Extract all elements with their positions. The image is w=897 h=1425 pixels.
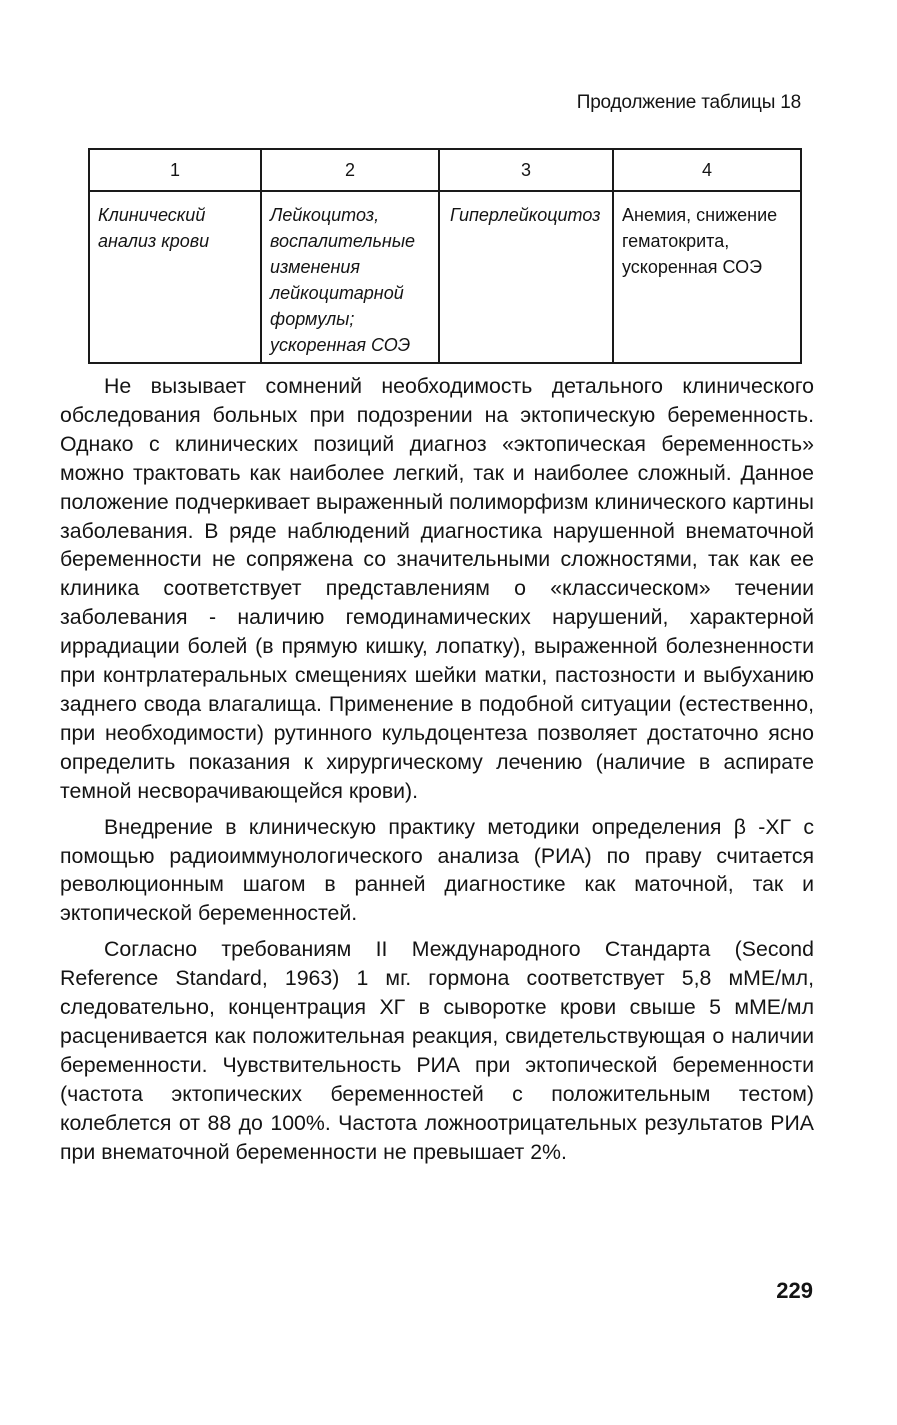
table-cell-column-3: Гиперлейкоцитоз <box>439 191 613 363</box>
table-cell-column-2: Лейкоцитоз, воспалительные изменения лейкоцитарной формулы; ускоренная СОЭ <box>261 191 439 363</box>
table-row <box>89 191 801 363</box>
page-number: 229 <box>776 1278 813 1303</box>
diagnostic-table <box>88 148 802 364</box>
table-header-row <box>89 149 801 191</box>
body-text <box>60 372 814 1166</box>
table-cell-column-4: Анемия, снижение гематокрита, ускоренная СОЭ <box>613 191 801 363</box>
paragraph-ria-introduction: Внедрение в клиническую практику методики определения β -ХГ с помощью радиоиммунологического анализа (РИА) по праву считается революционным шагом в ранней диагностике как маточной, так и эктопической беременностей. <box>60 814 814 926</box>
table-cell-method: Клинический анализ крови <box>89 191 261 363</box>
paragraph-clinical-exam: Не вызывает сомнений необходимость детального клинического обследования больных при подозрении на эктопическую беременность. Однако с клинических позиций диагноз «эктопическая беременность» можно трактовать как наиболее легкий, так и наиболее сложный. Данное положение подчеркивает выраженный полиморфизм клинического картины заболевания. В ряде наблюдений диагностика нарушенной внематочной беременности не сопряжена со значительными сложностями, так как ее клиника соответствует представлениям о «классическом» течении заболевания - наличию гемодинамических нарушений, характерной иррадиации болей (в прямую кишку, лопатку), выраженной болезненности при контрлатеральных смещениях шейки матки, пастозности и выбуханию заднего свода влагалища. Применение в подобной ситуации (естественно, при необходимости) рутинного кульдоцентеза позволяет достаточно ясно определить показания к хирургическому лечению (наличие в аспирате темной несворачивающейся крови). <box>60 374 814 803</box>
column-header-4: 4 <box>613 149 801 191</box>
column-header-2: 2 <box>261 149 439 191</box>
column-header-3: 3 <box>439 149 613 191</box>
paragraph-reference-standard: Согласно требованиям II Международного Стандарта (Second Reference Standard, 1963) 1 мг. гормона соответствует 5,8 мМЕ/мл, следовательно, концентрация ХГ в сыворотке крови свыше 5 мМЕ/мл расценивается как положительная реакция, свидетельствующая о наличии беременности. Чувствительность РИА при эктопической беременности (частота эктопических беременностей с положительным тестом) колеблется от 88 до 100%. Частота ложноотрицательных результатов РИА при внематочной беременности не превышает 2%. <box>60 937 814 1164</box>
table-continuation-caption: Продолжение таблицы 18 <box>576 92 801 113</box>
column-header-1: 1 <box>89 149 261 191</box>
